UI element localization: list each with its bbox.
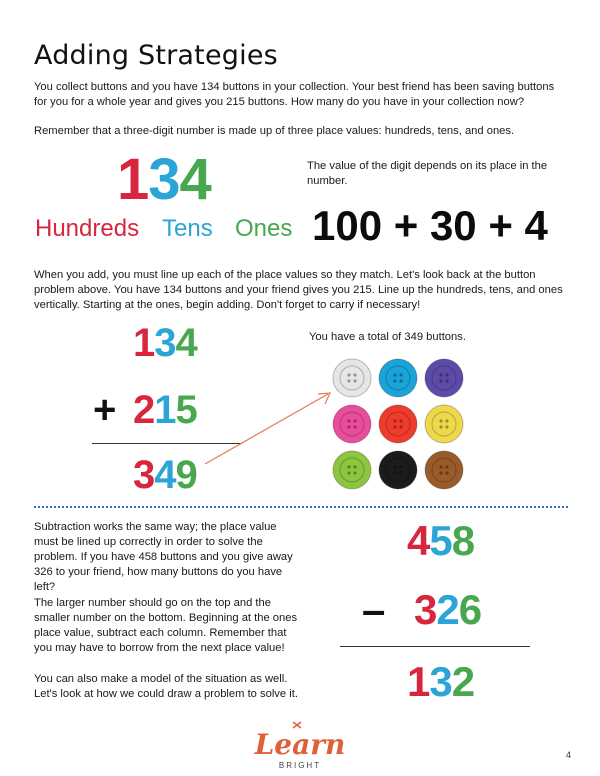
expanded-form: 100 + 30 + 4 [312, 202, 548, 249]
minuend: 458 [407, 517, 475, 564]
place-value-note: The value of the digit depends on its place in the number. [307, 160, 548, 187]
tens-digit: 3 [148, 147, 180, 212]
button-icon [379, 405, 417, 443]
subtraction-line [340, 646, 530, 647]
button-icon [425, 405, 463, 443]
ones-label: Ones [235, 215, 293, 242]
total-text: You have a total of 349 buttons. [309, 331, 466, 343]
page-title: Adding Strategies [34, 40, 278, 71]
learn-bright-logo [245, 716, 355, 772]
minus-sign: – [362, 586, 385, 633]
page-number: 4 [566, 750, 572, 760]
subtraction-paragraph-2: The larger number should go on the top and the smaller number on the bottom. Beginning at the ones place value, subtract each column. Remember that you may have to borrow from the next place value! [34, 597, 298, 654]
addend-bottom: 215 [133, 388, 197, 432]
intro-paragraph-1: You collect buttons and you have 134 buttons in your collection. Your best friend has been saving buttons for you for a whole year and gives you 215 buttons. How many do you have in your collection now? [34, 81, 555, 108]
intro-paragraph-2: Remember that a three-digit number is made up of three place values: hundreds, tens, and ones. [34, 125, 515, 137]
subtrahend: 326 [414, 586, 482, 633]
hundreds-label: Hundreds [35, 215, 140, 242]
button-icon [333, 405, 371, 443]
button-icon [333, 359, 371, 397]
buttons-image [330, 356, 466, 492]
button-icon [333, 451, 371, 489]
button-icon [379, 359, 417, 397]
addition-paragraph: When you add, you must line up each of the place values so they match. Let's look back at the button problem above. You have 134 buttons and your friend gives you 215. Line up the hundreds, tens, and ones vertically. Starting at the ones, begin adding. Don't forget to carry if necessary! [34, 269, 563, 311]
logo-word: Learn [254, 728, 346, 761]
arrow-icon [200, 380, 340, 470]
difference: 132 [407, 658, 475, 705]
button-icon [425, 451, 463, 489]
subtraction-paragraph-1: Subtraction works the same way; the place value must be lined up correctly in order to solve the problem. If you have 458 buttons and you give away 326 to your friend, how many buttons do you have left? [34, 521, 293, 593]
section-divider [34, 506, 568, 508]
hundreds-digit: 1 [117, 147, 149, 212]
tens-label: Tens [162, 215, 213, 242]
button-icon [379, 451, 417, 489]
plus-sign: + [93, 388, 116, 432]
subtraction-paragraph-3: You can also make a model of the situation as well. Let's look at how we could draw a problem to solve it. [34, 673, 298, 700]
button-icon [425, 359, 463, 397]
place-value-number [117, 146, 211, 213]
logo-subword: BRIGHT [278, 761, 322, 770]
ones-digit: 4 [179, 147, 211, 212]
addend-top: 134 [133, 321, 197, 365]
addition-result: 349 [133, 453, 197, 497]
